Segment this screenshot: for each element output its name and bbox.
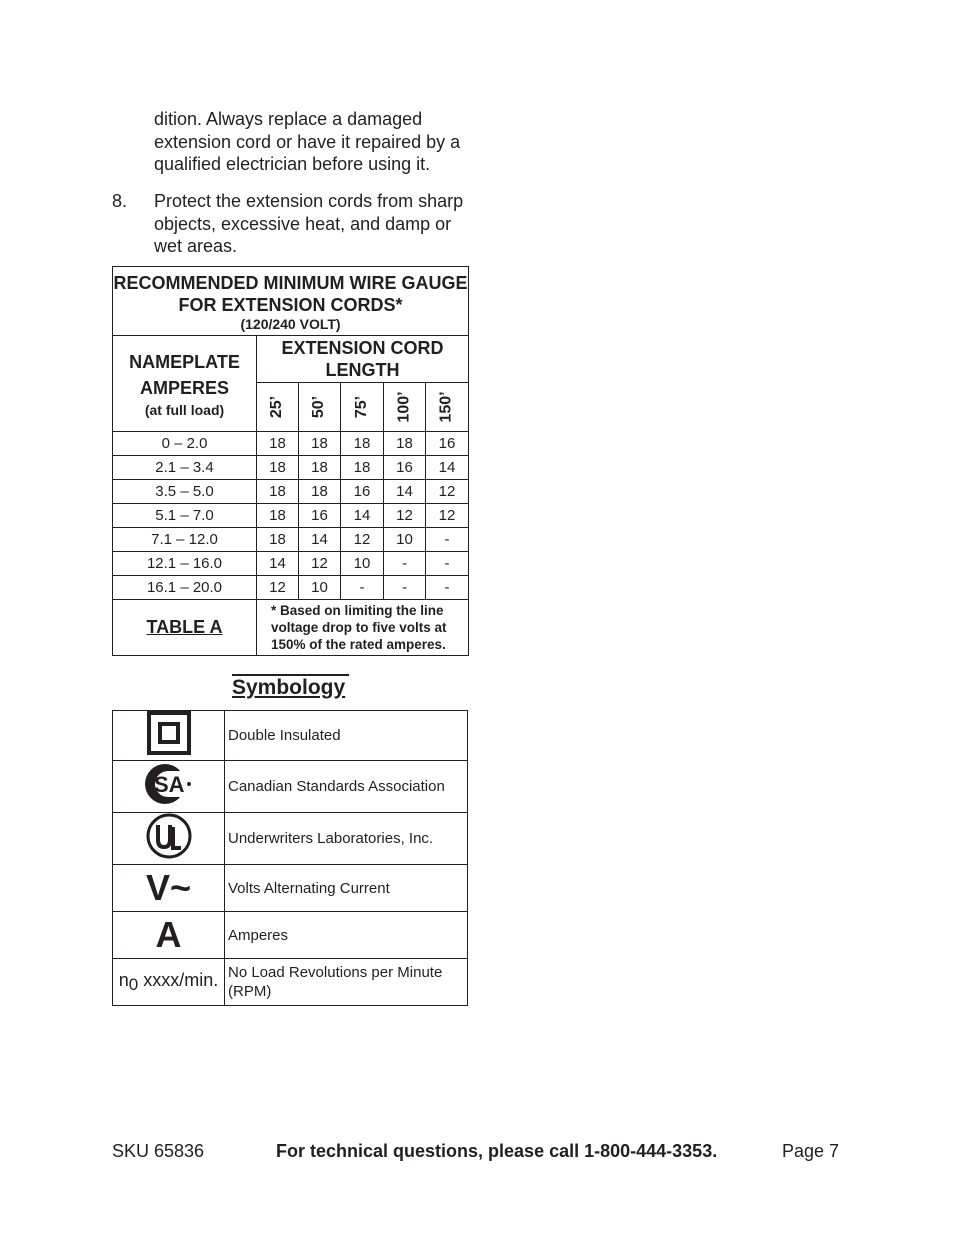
amperes-symbol xyxy=(113,912,225,959)
amp-range-cell: 3.5 – 5.0 xyxy=(113,480,257,504)
gauge-cell: 14 xyxy=(341,504,384,528)
gauge-cell: 14 xyxy=(384,480,426,504)
amp-range-cell: 16.1 – 20.0 xyxy=(113,576,257,600)
gauge-cell: 18 xyxy=(257,504,299,528)
symbol-description: Amperes xyxy=(225,912,468,959)
table-row xyxy=(113,813,468,865)
table-row xyxy=(113,432,469,456)
gauge-cell: 12 xyxy=(257,576,299,600)
gauge-cell: 16 xyxy=(426,432,469,456)
gauge-cell: 18 xyxy=(257,456,299,480)
table-row xyxy=(113,576,469,600)
footer-page-number: Page 7 xyxy=(782,1141,840,1161)
continued-paragraph: dition. Always replace a damaged extension cord or have it repaired by a qualified electrician before using it. xyxy=(154,109,461,174)
table-row xyxy=(113,504,469,528)
footer-sku: SKU 65836 xyxy=(112,1141,205,1161)
gauge-cell: 14 xyxy=(299,528,341,552)
symbology-table xyxy=(112,710,468,1006)
gauge-cell: 12 xyxy=(426,480,469,504)
heading-rule xyxy=(232,674,349,676)
table-row xyxy=(113,552,469,576)
gauge-cell: - xyxy=(426,576,469,600)
symbol-rest: xxxx/min. xyxy=(138,969,219,990)
symbol-text xyxy=(118,969,219,994)
symbol-description: Canadian Standards Association xyxy=(225,761,468,813)
gauge-cell: 12 xyxy=(299,552,341,576)
svg-text:SA: SA xyxy=(153,772,185,797)
symbol-description: Underwriters Laboratories, Inc. xyxy=(225,813,468,865)
list-item-number: 8. xyxy=(112,191,128,211)
symbol-description: Double Insulated xyxy=(225,711,468,761)
table-row xyxy=(113,528,469,552)
gauge-cell: 12 xyxy=(341,528,384,552)
table-row xyxy=(113,711,468,761)
gauge-cell: 14 xyxy=(257,552,299,576)
symbol-description: Volts Alternating Current xyxy=(225,865,468,912)
length-label: 75’ xyxy=(353,395,370,419)
symbol-description: No Load Revolutions per Minute (RPM) xyxy=(225,959,468,1006)
table-row xyxy=(113,865,468,912)
gauge-cell: 18 xyxy=(299,480,341,504)
length-header xyxy=(384,383,426,432)
wire-gauge-table xyxy=(112,266,469,656)
symbol-text: V~ xyxy=(145,867,192,908)
csa-icon xyxy=(113,761,225,813)
table-row xyxy=(113,456,469,480)
symbology-heading: Symbology xyxy=(232,676,346,699)
gauge-cell: - xyxy=(426,528,469,552)
gauge-cell: - xyxy=(384,576,426,600)
extension-length-header: EXTENSION CORD LENGTH xyxy=(257,336,469,383)
length-label: 50’ xyxy=(310,395,328,419)
gauge-cell: 16 xyxy=(341,480,384,504)
table-row xyxy=(113,959,468,1006)
amp-range-cell: 0 – 2.0 xyxy=(113,432,257,456)
gauge-cell: 12 xyxy=(384,504,426,528)
gauge-cell: 18 xyxy=(257,528,299,552)
table-row xyxy=(113,761,468,813)
gauge-cell: - xyxy=(426,552,469,576)
double-insulated-icon xyxy=(113,711,225,761)
table-row xyxy=(113,480,469,504)
gauge-cell: - xyxy=(341,576,384,600)
length-label: 25’ xyxy=(268,395,286,419)
amp-range-cell: 7.1 – 12.0 xyxy=(113,528,257,552)
symbol-text: A xyxy=(155,914,182,955)
gauge-cell: 14 xyxy=(426,456,469,480)
amp-range-cell: 2.1 – 3.4 xyxy=(113,456,257,480)
gauge-cell: 16 xyxy=(299,504,341,528)
gauge-cell: 10 xyxy=(299,576,341,600)
amp-range-cell: 12.1 – 16.0 xyxy=(113,552,257,576)
table-title-text: RECOMMENDED MINIMUM WIRE GAUGE FOR EXTENSION CORDS* xyxy=(113,273,468,315)
gauge-cell: 18 xyxy=(341,432,384,456)
gauge-cell: 16 xyxy=(384,456,426,480)
nameplate-header xyxy=(113,336,257,432)
gauge-cell: 10 xyxy=(341,552,384,576)
symbol-main: n xyxy=(118,969,129,990)
table-row xyxy=(113,912,468,959)
table-label: TABLE A xyxy=(113,600,257,656)
length-label: 150’ xyxy=(438,391,456,423)
length-header xyxy=(257,383,299,432)
length-header xyxy=(426,383,469,432)
gauge-cell: 18 xyxy=(299,456,341,480)
table-footnote: * Based on limiting the line voltage drop to five volts at 150% of the rated amperes. xyxy=(257,600,469,656)
no-load-rpm-symbol xyxy=(113,959,225,1006)
table-title xyxy=(113,267,469,336)
volts-ac-symbol xyxy=(113,865,225,912)
nameplate-label: NAMEPLATE AMPERES xyxy=(129,351,240,398)
gauge-cell: 10 xyxy=(384,528,426,552)
footer-tech-support: For technical questions, please call 1-800-444-3353. xyxy=(276,1141,718,1161)
ul-icon xyxy=(113,813,225,865)
length-label: 100’ xyxy=(395,391,413,423)
gauge-cell: - xyxy=(384,552,426,576)
gauge-cell: 18 xyxy=(341,456,384,480)
length-header xyxy=(341,383,384,432)
gauge-cell: 18 xyxy=(384,432,426,456)
length-header xyxy=(299,383,341,432)
symbol-subscript: 0 xyxy=(128,974,139,994)
gauge-cell: 18 xyxy=(299,432,341,456)
list-item-text: Protect the extension cords from sharp objects, excessive heat, and damp or wet areas. xyxy=(154,191,464,256)
table-subtitle: (120/240 VOLT) xyxy=(240,316,341,332)
gauge-cell: 18 xyxy=(257,480,299,504)
gauge-cell: 12 xyxy=(426,504,469,528)
nameplate-sub: (at full load) xyxy=(144,401,225,418)
amp-range-cell: 5.1 – 7.0 xyxy=(113,504,257,528)
gauge-cell: 18 xyxy=(257,432,299,456)
